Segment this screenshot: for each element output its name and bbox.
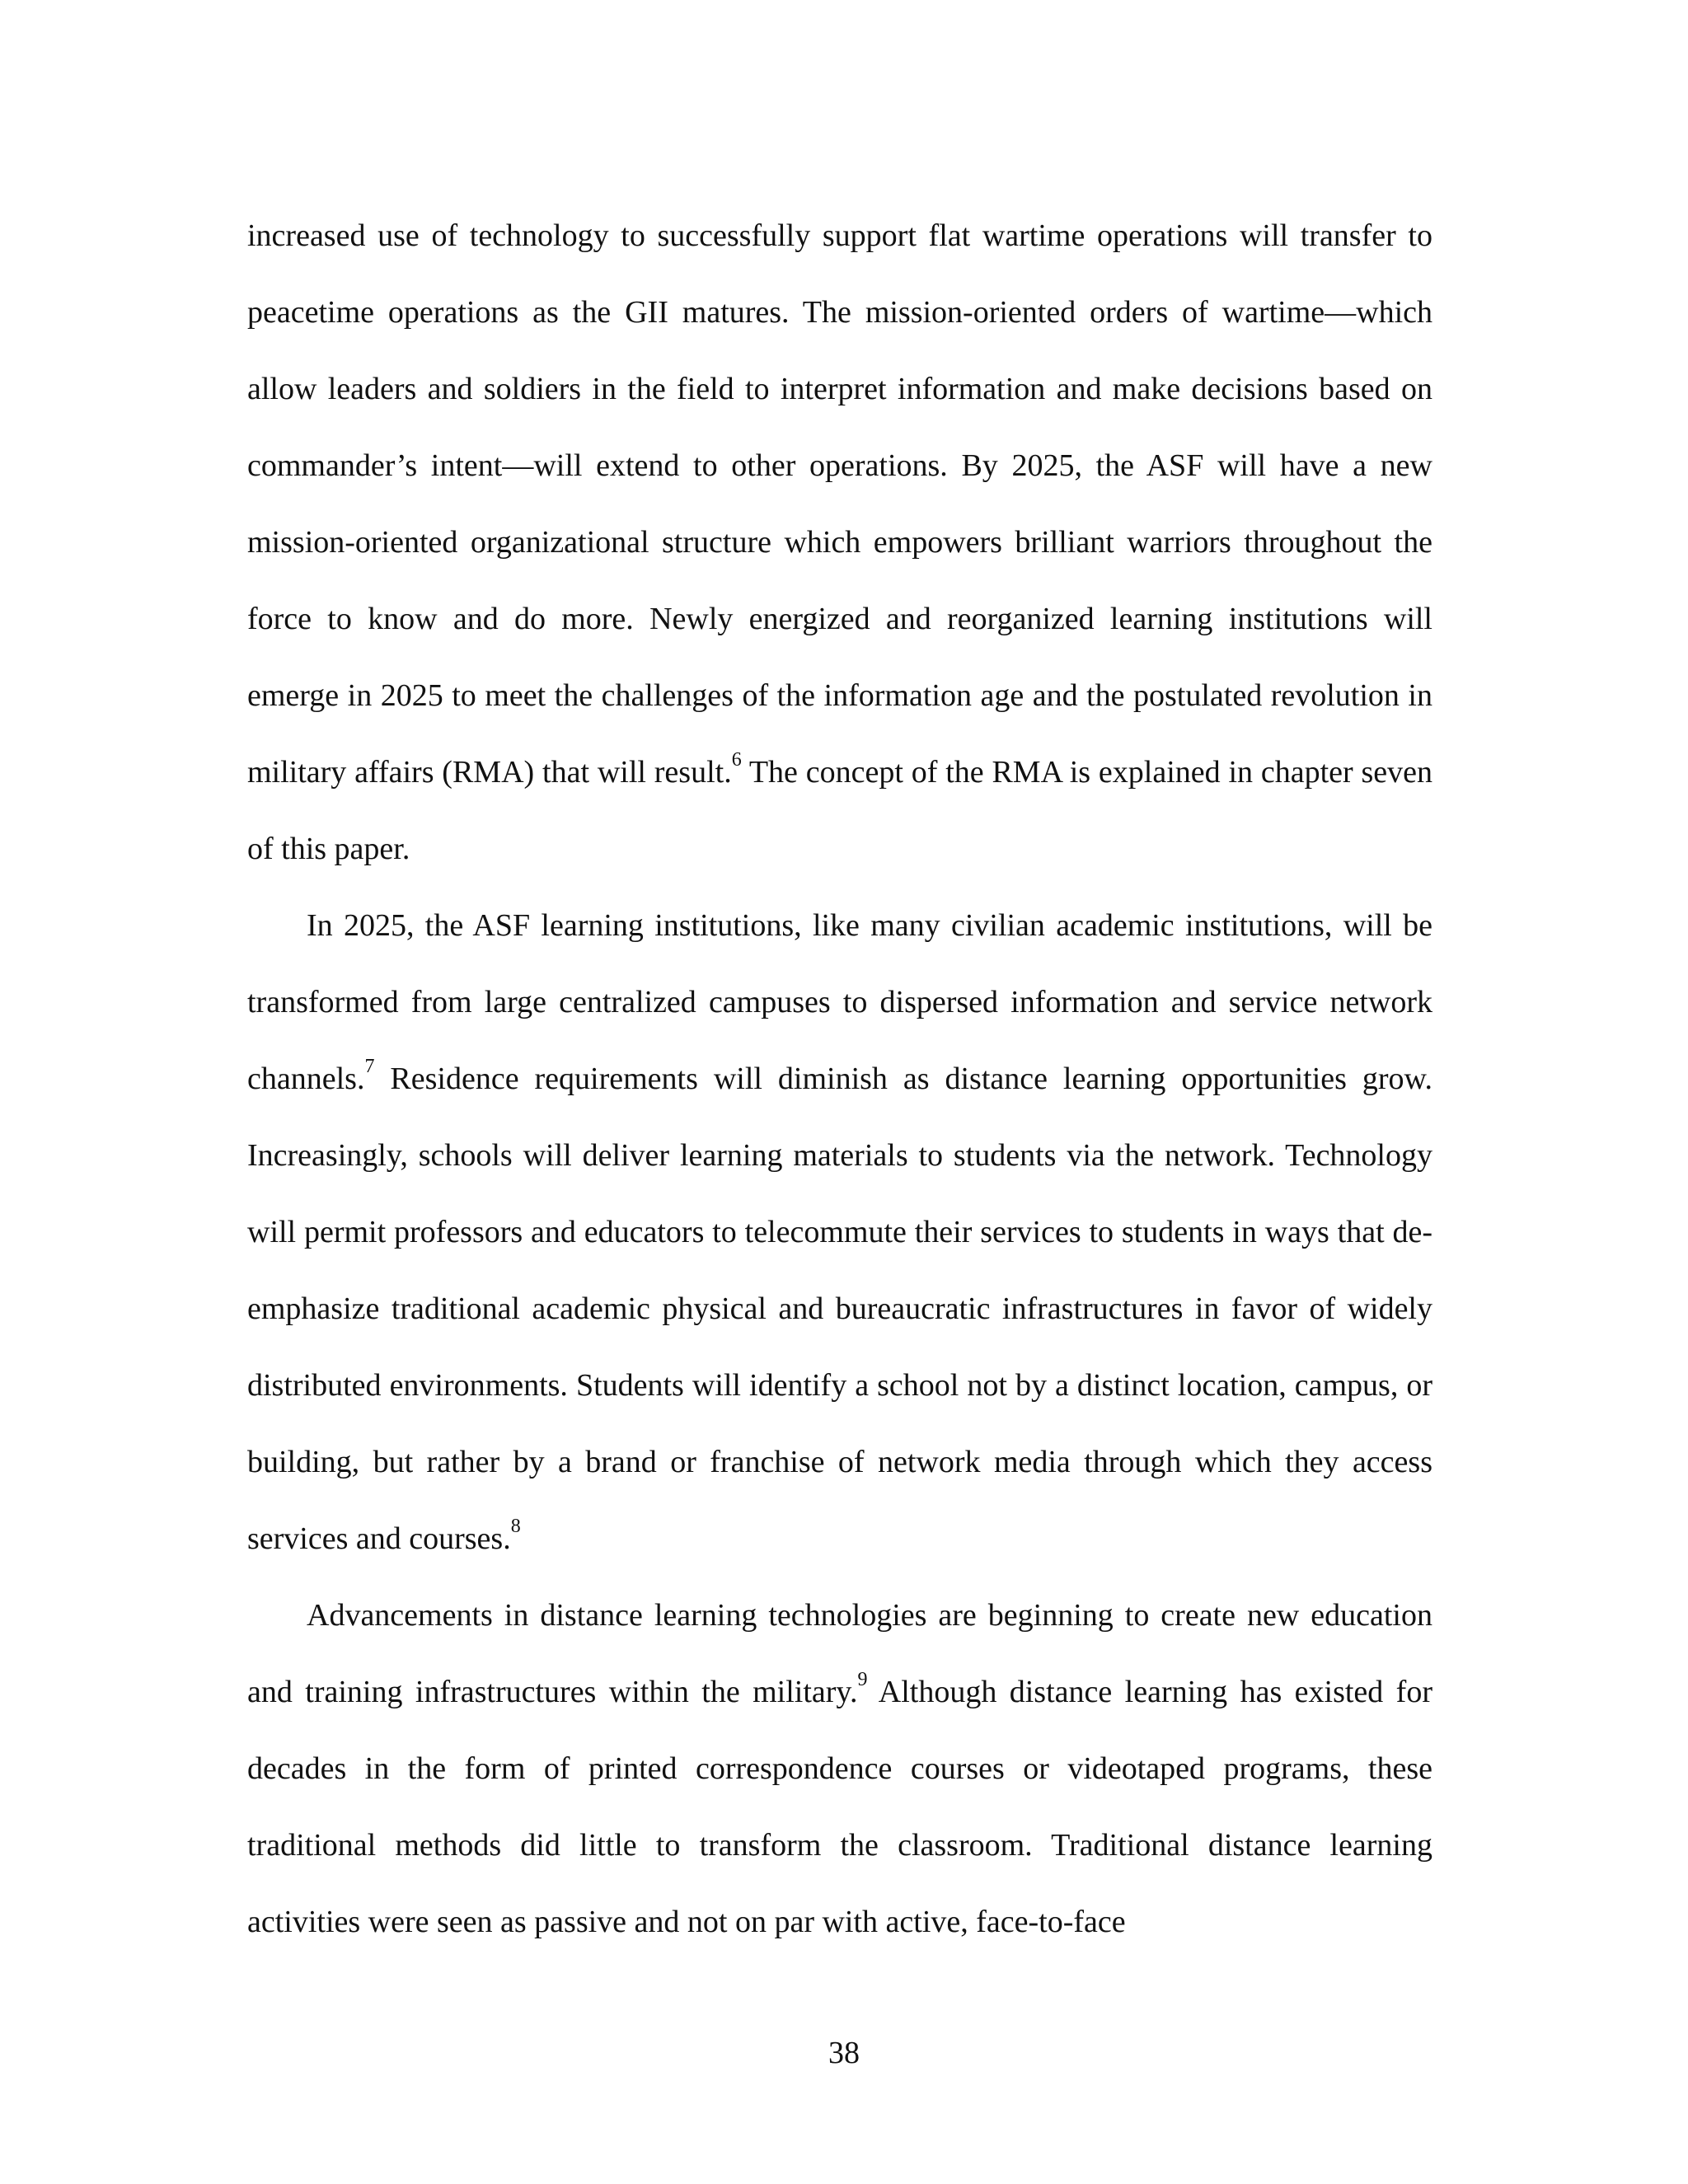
paragraph-1 bbox=[247, 198, 1432, 888]
footnote-7: 7 bbox=[364, 1056, 375, 1078]
paragraph-1-text-1: increased use of technology to successfully support flat wartime operations will transfer to peacetime operations as the GII matures. The mission-oriented orders of wartime—which allow leaders and soldiers in the field to interpret information and make decisions based on commander’s intent—will extend to other operations. By 2025, the ASF will have a new mission-oriented organizational structure which empowers brilliant warriors throughout the force to know and do more. Newly energized and reorganized learning institutions will emerge in 2025 to meet the challenges of the information age and the postulated revolution in military affairs (RMA) that will result. bbox=[247, 218, 1432, 790]
footnote-6: 6 bbox=[731, 749, 742, 771]
footnote-8: 8 bbox=[510, 1516, 521, 1538]
paragraph-3-text-1: Advancements in distance learning technologies are beginning to create new education and training infrastructures within the military. bbox=[247, 1598, 1432, 1709]
page-number: 38 bbox=[828, 2036, 860, 2070]
paragraph-2-text-1: In 2025, the ASF learning institutions, like many civilian academic institutions, will be transformed from large centralized campuses to dispersed information and service network channels. bbox=[247, 908, 1432, 1096]
paragraph-2 bbox=[247, 888, 1432, 1577]
body-text bbox=[247, 198, 1432, 1961]
paragraph-3 bbox=[247, 1577, 1432, 1961]
footnote-9: 9 bbox=[857, 1669, 868, 1691]
paragraph-2-text-2: Residence requirements will diminish as distance learning opportunities grow. Increasingly, schools will deliver learning materials to students via the network. Technology will permit professors and educators to telecommute their services to students in ways that de-emphasize traditional academic physical and bureaucratic infrastructures in favor of widely distributed environments. Students will identify a school not by a distinct location, campus, or building, but rather by a brand or franchise of network media through which they access services and courses. bbox=[247, 1062, 1432, 1556]
paragraph-1-text-2: The concept of the RMA is explained in chapter seven of this paper. bbox=[247, 755, 1432, 866]
paragraph-3-text-2: Although distance learning has existed for decades in the form of printed correspondence courses or videotaped programs, these traditional methods did little to transform the classroom. Traditional distance learning activities were seen as passive and not on par with active, face-to-face bbox=[247, 1675, 1432, 1939]
